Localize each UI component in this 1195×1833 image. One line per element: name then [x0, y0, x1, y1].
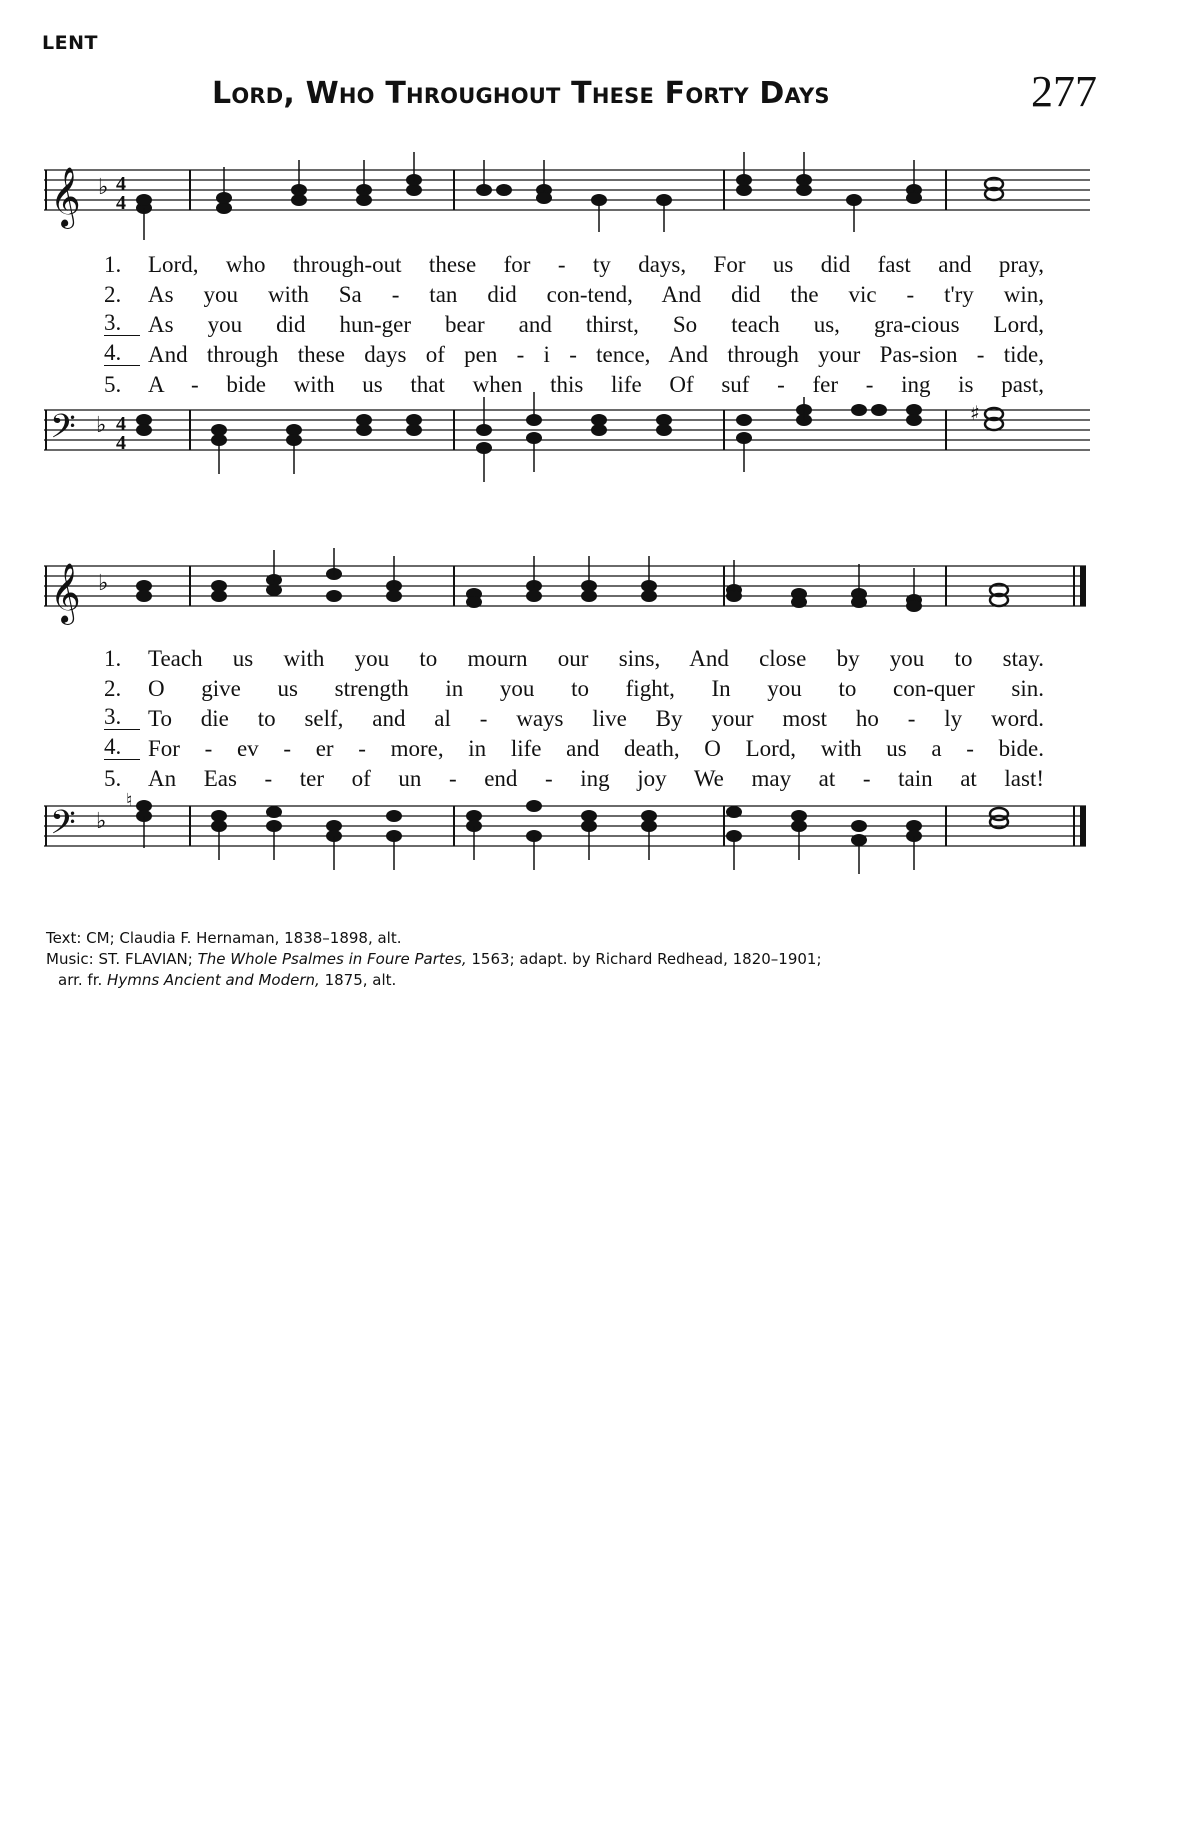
verse-number: 4.	[104, 342, 140, 366]
svg-text:4: 4	[116, 432, 126, 454]
verse-line-2	[84, 676, 1084, 706]
verse-number: 2.	[104, 676, 122, 701]
verse-text: As you did hun-ger bear and thirst, So teach us, gra-cious Lord,	[148, 312, 1044, 337]
svg-text:♭: ♭	[96, 413, 107, 438]
arr-prefix: arr. fr.	[58, 971, 103, 989]
svg-text:♯: ♯	[970, 401, 980, 425]
verse-line-1	[84, 252, 1084, 282]
svg-text:♭: ♭	[98, 175, 109, 200]
treble-staff-1	[44, 152, 1090, 247]
verse-number: 3.	[104, 706, 140, 730]
verse-text: And through these days of pen - i - tence, And through your Pas-sion - tide,	[148, 342, 1044, 367]
hymn-title: Lord, Who Throughout These Forty Days	[212, 76, 830, 111]
verse-line-4	[84, 736, 1084, 766]
svg-text:♭: ♭	[98, 571, 109, 596]
music-system-1	[44, 152, 1090, 504]
arr-rest: 1875, alt.	[324, 971, 397, 989]
arr-source: Hymns Ancient and Modern,	[107, 971, 320, 989]
section-label: LENT	[42, 32, 98, 54]
text-credit-label: Text:	[46, 929, 82, 947]
music-credit-rest: 1563; adapt. by Richard Redhead, 1820–1901;	[471, 950, 822, 968]
svg-text:4: 4	[116, 413, 126, 435]
verse-number: 1.	[104, 646, 122, 671]
text-credit-value: CM; Claudia F. Hernaman, 1838–1898, alt.	[86, 929, 402, 947]
verse-text: An Eas - ter of un - end - ing joy We may at - tain at last!	[148, 766, 1044, 791]
music-credit	[46, 949, 822, 970]
treble-staff-2	[44, 548, 1090, 643]
svg-text:♭: ♭	[96, 809, 107, 834]
verse-text: A - bide with us that when this life Of suf - fer - ing is past,	[148, 372, 1044, 397]
svg-text:4: 4	[116, 173, 126, 195]
verse-number: 3.	[104, 312, 140, 336]
verse-line-2	[84, 282, 1084, 312]
text-credit	[46, 928, 822, 949]
verse-line-1	[84, 646, 1084, 676]
verse-number: 5.	[104, 372, 122, 397]
verse-number: 1.	[104, 252, 122, 277]
verse-line-3	[84, 312, 1084, 342]
svg-text:𝄞: 𝄞	[50, 563, 81, 623]
credits-block	[46, 928, 822, 991]
verse-number: 2.	[104, 282, 122, 307]
bass-staff-2	[44, 788, 1090, 888]
verse-text: O give us strength in you to fight, In you to con-quer sin.	[148, 676, 1044, 701]
music-source: The Whole Psalmes in Foure Partes,	[197, 950, 467, 968]
verse-text: Teach us with you to mourn our sins, And close by you to stay.	[148, 646, 1044, 671]
verse-text: Lord, who through-out these for - ty days, For us did fast and pray,	[148, 252, 1044, 277]
lyrics-block-2	[84, 646, 1084, 796]
svg-text:𝄢: 𝄢	[50, 408, 76, 454]
music-credit-label: Music:	[46, 950, 94, 968]
verse-number: 4.	[104, 736, 140, 760]
svg-text:𝄞: 𝄞	[50, 167, 81, 227]
verse-text: As you with Sa - tan did con-tend, And did the vic - t'ry win,	[148, 282, 1044, 307]
bass-staff-1	[44, 392, 1090, 512]
verse-text: To die to self, and al - ways live By your most ho - ly word.	[148, 706, 1044, 731]
arrangement-credit	[46, 970, 822, 991]
music-system-2	[44, 548, 1090, 898]
svg-text:4: 4	[116, 192, 126, 214]
lyrics-block-1	[84, 252, 1084, 402]
hymn-number: 277	[1031, 67, 1097, 116]
svg-text:𝄢: 𝄢	[50, 804, 76, 850]
tune-name: ST. FLAVIAN;	[98, 950, 193, 968]
verse-line-3	[84, 706, 1084, 736]
svg-text:♮: ♮	[126, 790, 133, 811]
verse-text: For - ev - er - more, in life and death, O Lord, with us a - bide.	[148, 736, 1044, 761]
verse-number: 5.	[104, 766, 122, 791]
verse-line-4	[84, 342, 1084, 372]
